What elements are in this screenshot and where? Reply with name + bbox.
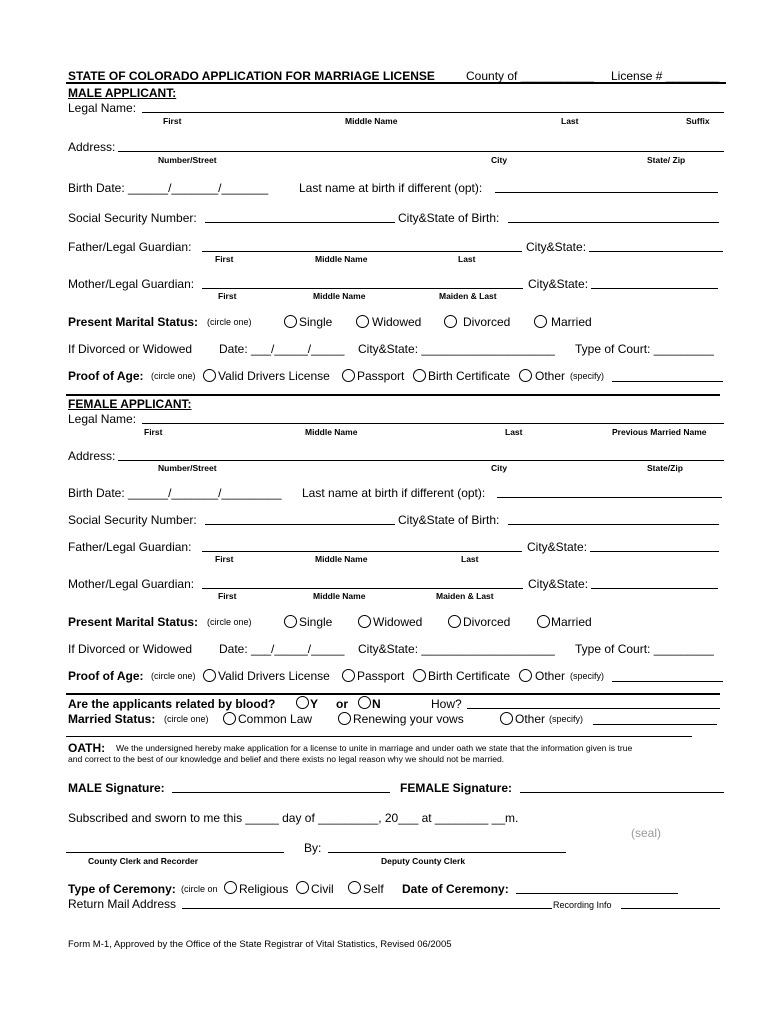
license-field[interactable]: License # ________ bbox=[611, 69, 720, 83]
male-father-field[interactable] bbox=[202, 251, 522, 252]
female-divorced-radio[interactable] bbox=[448, 615, 461, 628]
male-address-field[interactable] bbox=[118, 151, 724, 152]
county-field[interactable]: County of ___________ bbox=[466, 69, 595, 83]
male-dl-label: Valid Drivers License bbox=[218, 369, 330, 383]
sub-maiden-last: Maiden & Last bbox=[439, 291, 497, 301]
sub-middle-name: Middle Name bbox=[305, 427, 358, 437]
related-how-field[interactable] bbox=[467, 708, 720, 709]
female-legal-name-field[interactable] bbox=[142, 423, 724, 424]
deputy-clerk-label: Deputy County Clerk bbox=[381, 856, 466, 866]
section-divider bbox=[66, 736, 692, 737]
female-widowed-radio[interactable] bbox=[358, 615, 371, 628]
female-last-name-birth-label: Last name at birth if different (opt): bbox=[302, 486, 486, 500]
female-father-citystate-label: City&State: bbox=[527, 540, 588, 554]
sub-city: City bbox=[491, 155, 508, 165]
sub-last: Last bbox=[461, 554, 479, 564]
male-legal-name-field[interactable] bbox=[142, 112, 724, 113]
male-legal-name-label: Legal Name: bbox=[68, 101, 137, 115]
male-applicant-heading: MALE APPLICANT: bbox=[68, 86, 177, 100]
female-mother-citystate-label: City&State: bbox=[528, 577, 589, 591]
female-passport-radio[interactable] bbox=[342, 669, 355, 682]
circle-one-note: (circle one) bbox=[164, 714, 209, 724]
female-other-label: Other bbox=[535, 669, 566, 683]
related-question: Are the applicants related by blood? bbox=[68, 697, 276, 711]
female-divorced-label: Divorced bbox=[463, 615, 511, 629]
sub-number-street: Number/Street bbox=[158, 155, 217, 165]
female-marital-status-label: Present Marital Status: bbox=[68, 615, 199, 629]
by-label: By: bbox=[304, 841, 322, 855]
sub-first: First bbox=[163, 116, 182, 126]
sub-first: First bbox=[215, 554, 234, 564]
female-applicant-heading: FEMALE APPLICANT: bbox=[68, 397, 192, 411]
male-birthcert-label: Birth Certificate bbox=[428, 369, 511, 383]
male-address-label: Address: bbox=[68, 140, 116, 154]
male-other-label: Other bbox=[535, 369, 566, 383]
male-div-citystate-field[interactable]: City&State: ____________________ bbox=[358, 342, 555, 356]
female-div-citystate-field[interactable]: City&State: ____________________ bbox=[358, 642, 555, 656]
common-law-label: Common Law bbox=[238, 712, 313, 726]
male-city-state-birth-field[interactable] bbox=[508, 222, 719, 223]
common-law-radio[interactable] bbox=[223, 712, 236, 725]
circle-one-note: (circle one) bbox=[151, 671, 196, 681]
female-mother-label: Mother/Legal Guardian: bbox=[68, 577, 195, 591]
female-father-label: Father/Legal Guardian: bbox=[68, 540, 192, 554]
female-dl-label: Valid Drivers License bbox=[218, 669, 330, 683]
header-rule bbox=[66, 82, 726, 84]
ceremony-date-label: Date of Ceremony: bbox=[402, 882, 509, 896]
male-married-radio[interactable] bbox=[534, 315, 547, 328]
female-legal-name-label: Legal Name: bbox=[68, 412, 137, 426]
female-address-label: Address: bbox=[68, 449, 116, 463]
circle-one-note: (circle one) bbox=[151, 371, 196, 381]
male-mother-label: Mother/Legal Guardian: bbox=[68, 277, 195, 291]
sub-first: First bbox=[218, 591, 237, 601]
section-divider bbox=[66, 693, 720, 695]
female-mother-field[interactable] bbox=[202, 588, 523, 589]
male-father-citystate-label: City&State: bbox=[526, 240, 587, 254]
female-div-date-field[interactable]: Date: ___/_____/_____ bbox=[219, 642, 345, 656]
female-mother-citystate-field[interactable] bbox=[591, 588, 718, 589]
sub-middle-name: Middle Name bbox=[313, 591, 366, 601]
sub-state-zip: State/ Zip bbox=[647, 155, 686, 165]
female-other-specify-field[interactable] bbox=[612, 681, 723, 682]
form-title: STATE OF COLORADO APPLICATION FOR MARRIAGE LICENSE bbox=[68, 69, 435, 83]
male-father-citystate-field[interactable] bbox=[589, 251, 723, 252]
male-single-radio[interactable] bbox=[284, 315, 297, 328]
related-no-radio[interactable] bbox=[358, 696, 371, 709]
married-status-label: Married Status: bbox=[68, 712, 156, 726]
female-married-label: Married bbox=[551, 615, 592, 629]
married-other-label: Other bbox=[515, 712, 546, 726]
specify-note: (specify) bbox=[570, 671, 605, 681]
male-birth-date-field[interactable]: Birth Date: ______/_______/_______ bbox=[68, 181, 269, 195]
sub-maiden-last: Maiden & Last bbox=[436, 591, 494, 601]
female-birthcert-label: Birth Certificate bbox=[428, 669, 511, 683]
male-passport-label: Passport bbox=[357, 369, 405, 383]
religious-label: Religious bbox=[239, 882, 289, 896]
deputy-clerk-signature-field[interactable] bbox=[328, 852, 566, 853]
female-birthcert-radio[interactable] bbox=[413, 669, 426, 682]
sub-middle-name: Middle Name bbox=[345, 116, 398, 126]
female-address-field[interactable] bbox=[118, 460, 724, 461]
ceremony-type-label: Type of Ceremony: bbox=[68, 882, 176, 896]
male-last-name-birth-label: Last name at birth if different (opt): bbox=[299, 181, 483, 195]
male-married-label: Married bbox=[551, 315, 592, 329]
male-other-specify-field[interactable] bbox=[612, 381, 723, 382]
male-father-label: Father/Legal Guardian: bbox=[68, 240, 192, 254]
recording-info-field[interactable] bbox=[621, 908, 720, 909]
female-dl-radio[interactable] bbox=[203, 669, 216, 682]
sub-first: First bbox=[218, 291, 237, 301]
male-signature-field[interactable] bbox=[172, 792, 390, 793]
sub-middle-name: Middle Name bbox=[315, 554, 368, 564]
sub-previous-married-name: Previous Married Name bbox=[612, 427, 707, 437]
female-birth-date-field[interactable]: Birth Date: ______/_______/_________ bbox=[68, 486, 282, 500]
female-last-name-birth-field[interactable] bbox=[497, 497, 722, 498]
male-single-label: Single bbox=[299, 315, 333, 329]
married-other-specify-field[interactable] bbox=[593, 724, 717, 725]
male-divorced-radio[interactable] bbox=[444, 315, 457, 328]
male-div-date-field[interactable]: Date: ___/_____/_____ bbox=[219, 342, 345, 356]
form-footer: Form M-1, Approved by the Office of the State Registrar of Vital Statistics, Revised 06/2005 bbox=[68, 939, 452, 950]
sub-suffix: Suffix bbox=[686, 116, 710, 126]
female-passport-label: Passport bbox=[357, 669, 405, 683]
sworn-statement: Subscribed and sworn to me this _____ day of _________, 20___ at ________ __m. bbox=[68, 811, 519, 825]
civil-label: Civil bbox=[311, 882, 334, 896]
female-ssn-label: Social Security Number: bbox=[68, 513, 197, 527]
female-widowed-label: Widowed bbox=[373, 615, 423, 629]
county-clerk-label: County Clerk and Recorder bbox=[88, 856, 199, 866]
sub-state-zip: State/Zip bbox=[647, 463, 683, 473]
female-single-radio[interactable] bbox=[284, 615, 297, 628]
male-ssn-label: Social Security Number: bbox=[68, 211, 197, 225]
female-proof-age-label: Proof of Age: bbox=[68, 669, 144, 683]
male-signature-label: MALE Signature: bbox=[68, 781, 165, 795]
oath-label: OATH: bbox=[68, 741, 106, 755]
sub-number-street: Number/Street bbox=[158, 463, 217, 473]
renewing-vows-label: Renewing your vows bbox=[353, 712, 464, 726]
return-mail-label: Return Mail Address bbox=[68, 897, 177, 911]
male-widowed-label: Widowed bbox=[372, 315, 422, 329]
male-proof-age-label: Proof of Age: bbox=[68, 369, 144, 383]
male-dl-radio[interactable] bbox=[203, 369, 216, 382]
male-last-name-birth-field[interactable] bbox=[495, 192, 718, 193]
male-marital-status-label: Present Marital Status: bbox=[68, 315, 199, 329]
sub-first: First bbox=[144, 427, 163, 437]
renewing-vows-radio[interactable] bbox=[338, 712, 351, 725]
specify-note: (specify) bbox=[570, 371, 605, 381]
female-ssn-field[interactable] bbox=[205, 524, 395, 525]
sub-first: First bbox=[215, 254, 234, 264]
seal-placeholder: (seal) bbox=[631, 826, 662, 840]
specify-note: (specify) bbox=[549, 714, 584, 724]
circle-one-note: (circle on bbox=[181, 884, 218, 894]
female-city-state-birth-label: City&State of Birth: bbox=[398, 513, 500, 527]
related-yes-radio[interactable] bbox=[296, 696, 309, 709]
recording-info-label: Recording Info bbox=[553, 900, 612, 910]
return-mail-field[interactable] bbox=[182, 908, 552, 909]
oath-text-line2: and correct to the best of our knowledge and belief and there exists no legal reason why we should not be married. bbox=[68, 754, 505, 764]
oath-text-line1: We the undersigned hereby make application for a license to unite in marriage and under oath we state that the information given is true bbox=[116, 743, 633, 753]
county-clerk-signature-field[interactable] bbox=[66, 852, 284, 853]
married-other-radio[interactable] bbox=[500, 712, 513, 725]
circle-one-note: (circle one) bbox=[207, 617, 252, 627]
male-ssn-field[interactable] bbox=[205, 222, 395, 223]
female-father-field[interactable] bbox=[202, 551, 522, 552]
sub-last: Last bbox=[561, 116, 579, 126]
related-how-label: How? bbox=[431, 697, 462, 711]
civil-radio[interactable] bbox=[296, 881, 309, 894]
female-signature-field[interactable] bbox=[520, 792, 724, 793]
sub-last: Last bbox=[505, 427, 523, 437]
male-mother-field[interactable] bbox=[202, 288, 523, 289]
section-divider bbox=[66, 394, 720, 396]
self-label: Self bbox=[363, 882, 384, 896]
sub-city: City bbox=[491, 463, 508, 473]
male-city-state-birth-label: City&State of Birth: bbox=[398, 211, 500, 225]
female-married-radio[interactable] bbox=[537, 615, 550, 628]
female-if-divorced-label: If Divorced or Widowed bbox=[68, 642, 193, 656]
circle-one-note: (circle one) bbox=[207, 317, 252, 327]
male-divorced-label: Divorced bbox=[463, 315, 511, 329]
self-radio[interactable] bbox=[348, 881, 361, 894]
religious-radio[interactable] bbox=[224, 881, 237, 894]
sub-middle-name: Middle Name bbox=[313, 291, 366, 301]
male-mother-citystate-field[interactable] bbox=[591, 288, 718, 289]
male-passport-radio[interactable] bbox=[342, 369, 355, 382]
sub-last: Last bbox=[458, 254, 476, 264]
male-mother-citystate-label: City&State: bbox=[528, 277, 589, 291]
male-if-divorced-label: If Divorced or Widowed bbox=[68, 342, 193, 356]
male-birthcert-radio[interactable] bbox=[413, 369, 426, 382]
related-yes-label: Y bbox=[310, 697, 319, 711]
female-father-citystate-field[interactable] bbox=[590, 551, 719, 552]
related-or: or bbox=[336, 697, 348, 711]
female-other-radio[interactable] bbox=[519, 669, 532, 682]
female-signature-label: FEMALE Signature: bbox=[400, 781, 513, 795]
male-court-field[interactable]: Type of Court: _________ bbox=[575, 342, 714, 356]
ceremony-date-field[interactable] bbox=[516, 893, 678, 894]
female-single-label: Single bbox=[299, 615, 333, 629]
male-widowed-radio[interactable] bbox=[356, 315, 369, 328]
sub-middle-name: Middle Name bbox=[315, 254, 368, 264]
related-no-label: N bbox=[372, 697, 381, 711]
female-city-state-birth-field[interactable] bbox=[508, 524, 719, 525]
female-court-field[interactable]: Type of Court: _________ bbox=[575, 642, 714, 656]
male-other-radio[interactable] bbox=[519, 369, 532, 382]
